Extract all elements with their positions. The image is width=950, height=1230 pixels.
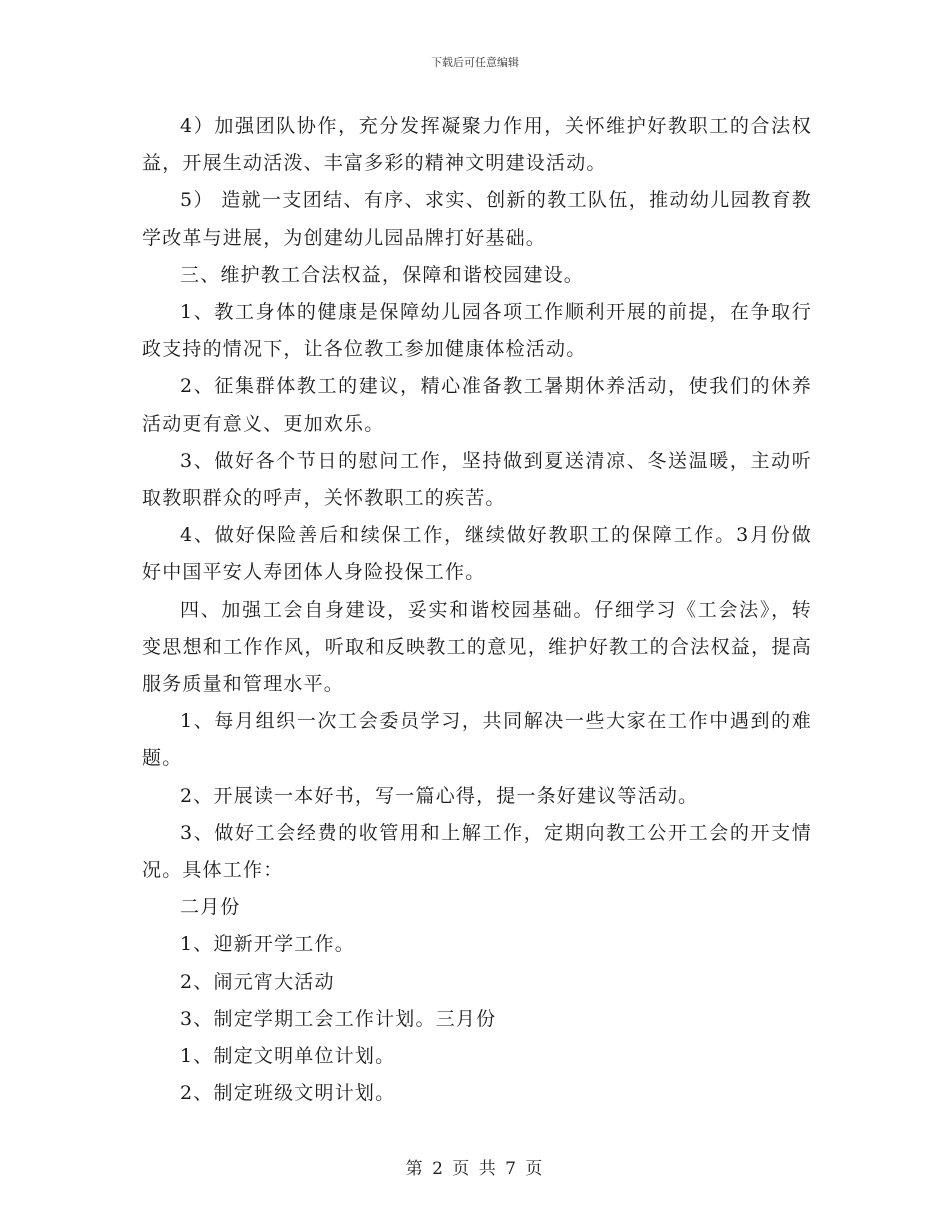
paragraph: 2、开展读一本好书，写一篇心得，提一条好建议等活动。 (180, 784, 699, 807)
list-item: 2、闹元宵大活动 (180, 970, 335, 993)
paragraph: 4、做好保险善后和续保工作，继续做好教职工的保障工作。3月份做好中国平安人寿团体人身险投保工作。 (142, 524, 812, 584)
page-number-footer: 第 2 页 共 7 页 (405, 1159, 545, 1179)
paragraph: 4）加强团队协作，充分发挥凝聚力作用，关怀维护好教职工的合法权益，开展生动活泼、丰富多彩的精神文明建设活动。 (142, 115, 812, 175)
page-header-note: 下载后可任意编辑 (431, 56, 519, 69)
list-item: 1、迎新开学工作。 (180, 933, 355, 956)
month-heading: 二月份 (180, 896, 241, 919)
paragraph: 1、教工身体的健康是保障幼儿园各项工作顺利开展的前提，在争取行政支持的情况下，让各位教工参加健康体检活动。 (142, 301, 812, 361)
document-body (142, 108, 812, 1112)
paragraph: 5） 造就一支团结、有序、求实、创新的教工队伍，推动幼儿园教育教学改革与进展，为创建幼儿园品牌打好基础。 (142, 189, 812, 249)
section-heading: 四、加强工会自身建设，妥实和谐校园基础。仔细学习《工会法》，转变思想和工作作风，听取和反映教工的意见，维护好教工的合法权益，提高服务质量和管理水平。 (142, 598, 812, 696)
section-heading: 三、维护教工合法权益，保障和谐校园建设。 (180, 263, 585, 286)
list-item: 3、制定学期工会工作计划。三月份 (180, 1007, 497, 1030)
paragraph: 3、做好工会经费的收管用和上解工作，定期向教工公开工会的开支情况。具体工作： (142, 821, 812, 882)
paragraph: 2、征集群体教工的建议，精心准备教工暑期休养活动，使我们的休养活动更有意义、更加欢乐。 (142, 375, 812, 435)
list-item: 2、制定班级文明计划。 (180, 1082, 396, 1105)
list-item: 1、制定文明单位计划。 (180, 1045, 396, 1068)
paragraph: 3、做好各个节日的慰问工作，坚持做到夏送清凉、冬送温暖，主动听取教职群众的呼声，关怀教职工的疾苦。 (142, 449, 812, 510)
paragraph: 1、每月组织一次工会委员学习，共同解决一些大家在工作中遇到的难题。 (142, 710, 812, 770)
